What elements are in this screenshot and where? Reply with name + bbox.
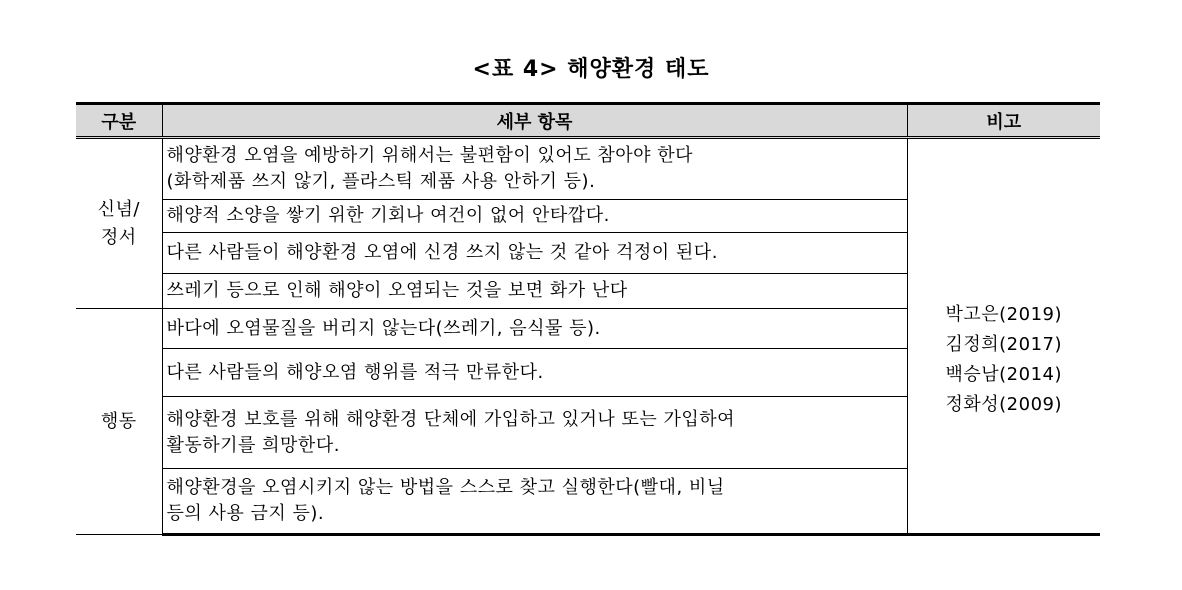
item-text: 다른 사람들이 해양환경 오염에 신경 쓰지 않는 것 같아 걱정이 된다. bbox=[166, 242, 718, 263]
item-text: 쓰레기 등으로 인해 해양이 오염되는 것을 보면 화가 난다 bbox=[166, 280, 628, 301]
reference: 박고은(2019) bbox=[945, 304, 1063, 325]
header-notes: 비고 bbox=[907, 104, 1100, 138]
item-text: 활동하기를 희망한다. bbox=[166, 434, 340, 456]
item-text: 등의 사용 금지 등). bbox=[166, 503, 325, 524]
header-items: 세부 항목 bbox=[162, 104, 907, 138]
category-label: 신념/ bbox=[97, 198, 140, 220]
header-category: 구분 bbox=[76, 104, 162, 138]
item-text: (화학제품 쓰지 않기, 플라스틱 제품 사용 안하기 등). bbox=[166, 171, 596, 192]
item-cell bbox=[162, 200, 907, 233]
item-text: 해양환경을 오염시키지 않는 방법을 스스로 찾고 실행한다(빨대, 비닐 bbox=[166, 477, 725, 498]
table-title: <표 4> 해양환경 태도 bbox=[472, 57, 710, 82]
category-belief-emotion bbox=[76, 138, 162, 309]
item-cell bbox=[162, 469, 907, 535]
category-label: 행동 bbox=[100, 410, 137, 432]
item-cell bbox=[162, 397, 907, 469]
item-cell bbox=[162, 233, 907, 274]
item-text: 바다에 오염물질을 버리지 않는다(쓰레기, 음식물 등). bbox=[166, 317, 601, 339]
item-text: 해양환경 보호를 위해 해양환경 단체에 가입하고 있거나 또는 가입하여 bbox=[166, 408, 736, 430]
table-row bbox=[76, 138, 1100, 200]
item-cell bbox=[162, 349, 907, 397]
reference: 김정희(2017) bbox=[945, 334, 1063, 355]
reference: 정화성(2009) bbox=[945, 394, 1063, 415]
item-cell bbox=[162, 274, 907, 309]
category-label: 정서 bbox=[100, 226, 137, 248]
attitude-table bbox=[76, 102, 1100, 536]
item-text: 다른 사람들의 해양오염 행위를 적극 만류한다. bbox=[166, 361, 544, 383]
notes-cell bbox=[907, 138, 1100, 535]
category-behavior bbox=[76, 309, 162, 535]
item-cell bbox=[162, 309, 907, 349]
item-cell bbox=[162, 138, 907, 200]
header-row bbox=[76, 104, 1100, 138]
item-text: 해양적 소양을 쌓기 위한 기회나 여건이 없어 안타깝다. bbox=[166, 205, 610, 226]
reference: 백승남(2014) bbox=[945, 364, 1063, 385]
item-text: 해양환경 오염을 예방하기 위해서는 불편함이 있어도 참아야 한다 bbox=[166, 145, 694, 166]
